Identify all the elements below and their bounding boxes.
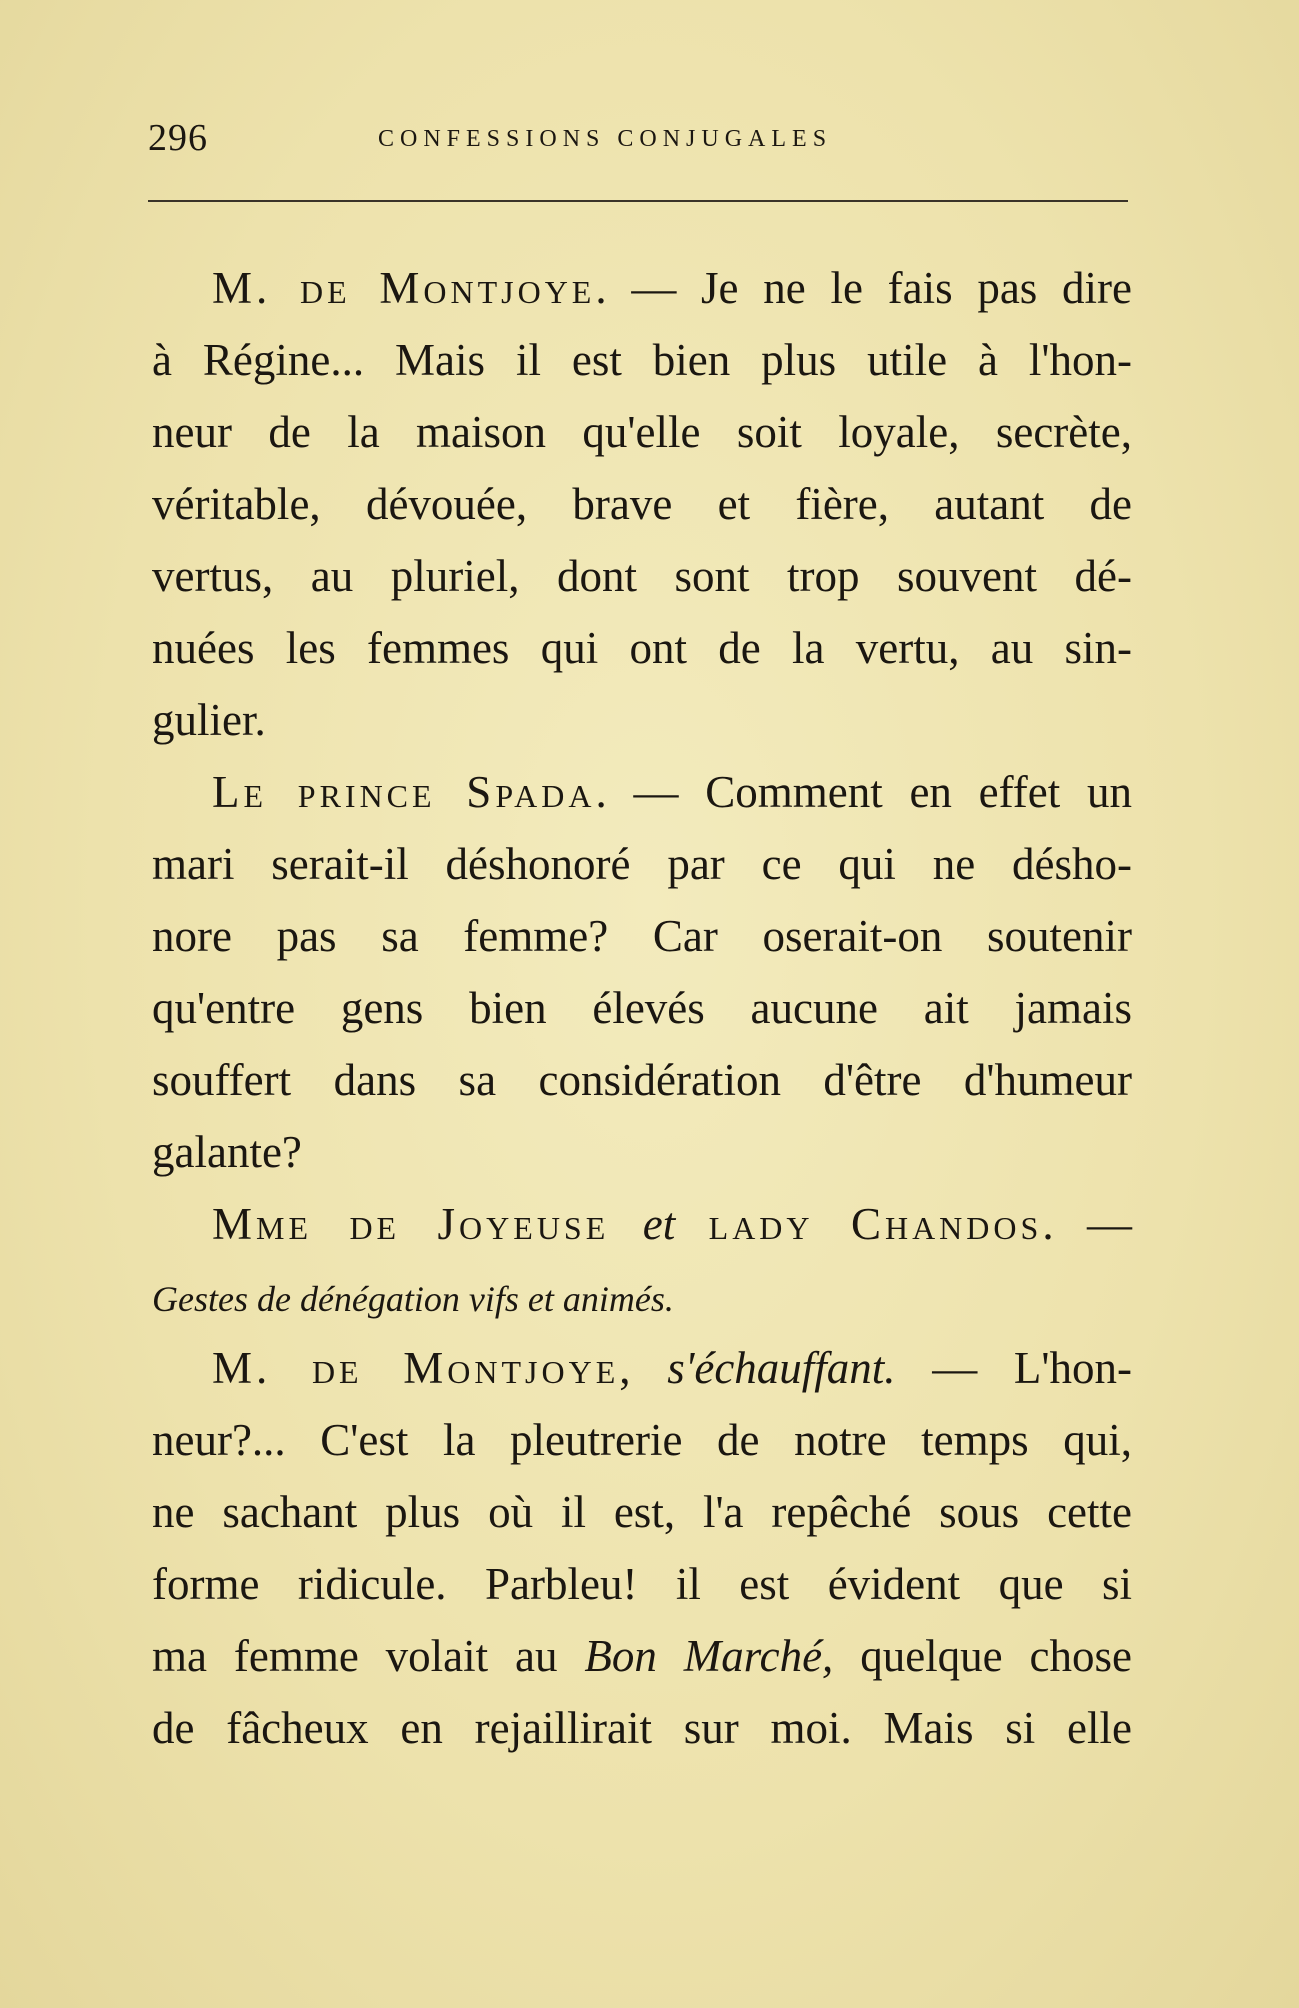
text-line: [152, 828, 1132, 900]
text-segment: . — Comment en effet un: [595, 767, 1133, 817]
text-segment: ne sachant plus où il est, l'a repêché sous cette: [152, 1487, 1132, 1537]
text-segment: quelque chose: [833, 1631, 1132, 1681]
text-line-content: [152, 396, 1132, 468]
page-header: [148, 112, 1128, 172]
text-line: [152, 1188, 1132, 1260]
text-line: [152, 1260, 1132, 1332]
text-segment: neur?... C'est la pleutrerie de notre temps qui,: [152, 1415, 1132, 1465]
text-line: [152, 1404, 1132, 1476]
text-segment: Gestes de dénégation vifs et animés.: [152, 1279, 674, 1319]
text-line-content: [152, 1404, 1132, 1476]
text-line: [152, 252, 1132, 324]
text-segment: vertus, au pluriel, dont sont trop souvent dé-: [152, 551, 1132, 601]
text-segment: s'échauffant.: [667, 1343, 896, 1393]
text-line-content: [152, 612, 1132, 684]
text-segment: Bon Marché,: [584, 1631, 834, 1681]
text-line-content: [152, 1476, 1132, 1548]
text-line-content: [152, 324, 1132, 396]
text-segment: — L'hon-: [895, 1343, 1132, 1393]
text-segment: à Régine... Mais il est bien plus utile à l'hon-: [152, 335, 1132, 385]
text-segment: Mme de Joyeuse: [212, 1199, 610, 1249]
text-line: [152, 1116, 1132, 1188]
text-segment: qu'entre gens bien élevés aucune ait jamais: [152, 983, 1132, 1033]
text-segment: mari serait-il déshonoré par ce qui ne désho-: [152, 839, 1132, 889]
text-line: [152, 540, 1132, 612]
text-segment: nuées les femmes qui ont de la vertu, au sin-: [152, 623, 1132, 673]
body-text: [152, 252, 1132, 1764]
text-line: [152, 972, 1132, 1044]
text-line-content: [152, 1332, 1132, 1404]
text-segment: lady Chandos: [708, 1199, 1043, 1249]
text-segment: ma femme volait au: [152, 1631, 585, 1681]
text-line-content: [152, 1188, 1132, 1260]
header-rule: [148, 200, 1128, 202]
text-line: [152, 468, 1132, 540]
running-title: CONFESSIONS CONJUGALES: [378, 126, 833, 152]
text-line: [152, 1332, 1132, 1404]
text-line-content: [152, 1692, 1132, 1764]
text-line: [152, 684, 1132, 756]
text-line: [152, 324, 1132, 396]
text-line-content: [152, 1116, 1132, 1188]
text-line-content: [152, 540, 1132, 612]
text-segment: forme ridicule. Parbleu! il est évident que si: [152, 1559, 1132, 1609]
text-line: [152, 1044, 1132, 1116]
text-segment: et: [609, 1199, 709, 1249]
text-segment: ,: [619, 1343, 668, 1393]
text-segment: véritable, dévouée, brave et fière, autant de: [152, 479, 1132, 529]
text-line: [152, 612, 1132, 684]
text-line-content: [152, 1548, 1132, 1620]
text-line-content: [152, 684, 1132, 756]
text-line: [152, 1476, 1132, 1548]
text-line-content: [152, 756, 1132, 828]
text-line-content: [152, 1260, 1132, 1335]
text-segment: . —: [1042, 1199, 1132, 1249]
text-line-content: [152, 468, 1132, 540]
text-line-content: [152, 1620, 1132, 1692]
text-line-content: [152, 972, 1132, 1044]
text-segment: gulier.: [152, 695, 266, 745]
text-segment: nore pas sa femme? Car oserait-on soutenir: [152, 911, 1132, 961]
text-segment: neur de la maison qu'elle soit loyale, secrète,: [152, 407, 1132, 457]
text-line-content: [152, 252, 1132, 324]
text-segment: souffert dans sa considération d'être d'humeur: [152, 1055, 1132, 1105]
text-line: [152, 1692, 1132, 1764]
text-segment: de fâcheux en rejaillirait sur moi. Mais si elle: [152, 1703, 1132, 1753]
page-number: 296: [148, 117, 208, 159]
text-line: [152, 1548, 1132, 1620]
text-segment: galante?: [152, 1127, 302, 1177]
text-segment: . — Je ne le fais pas dire: [595, 263, 1132, 313]
text-line-content: [152, 900, 1132, 972]
text-line: [152, 756, 1132, 828]
text-line: [152, 1620, 1132, 1692]
text-line-content: [152, 1044, 1132, 1116]
text-line: [152, 900, 1132, 972]
text-segment: Le prince Spada: [212, 767, 596, 817]
text-line: [152, 396, 1132, 468]
text-segment: M. de Montjoye: [212, 1343, 620, 1393]
text-line-content: [152, 828, 1132, 900]
text-segment: M. de Montjoye: [212, 263, 596, 313]
